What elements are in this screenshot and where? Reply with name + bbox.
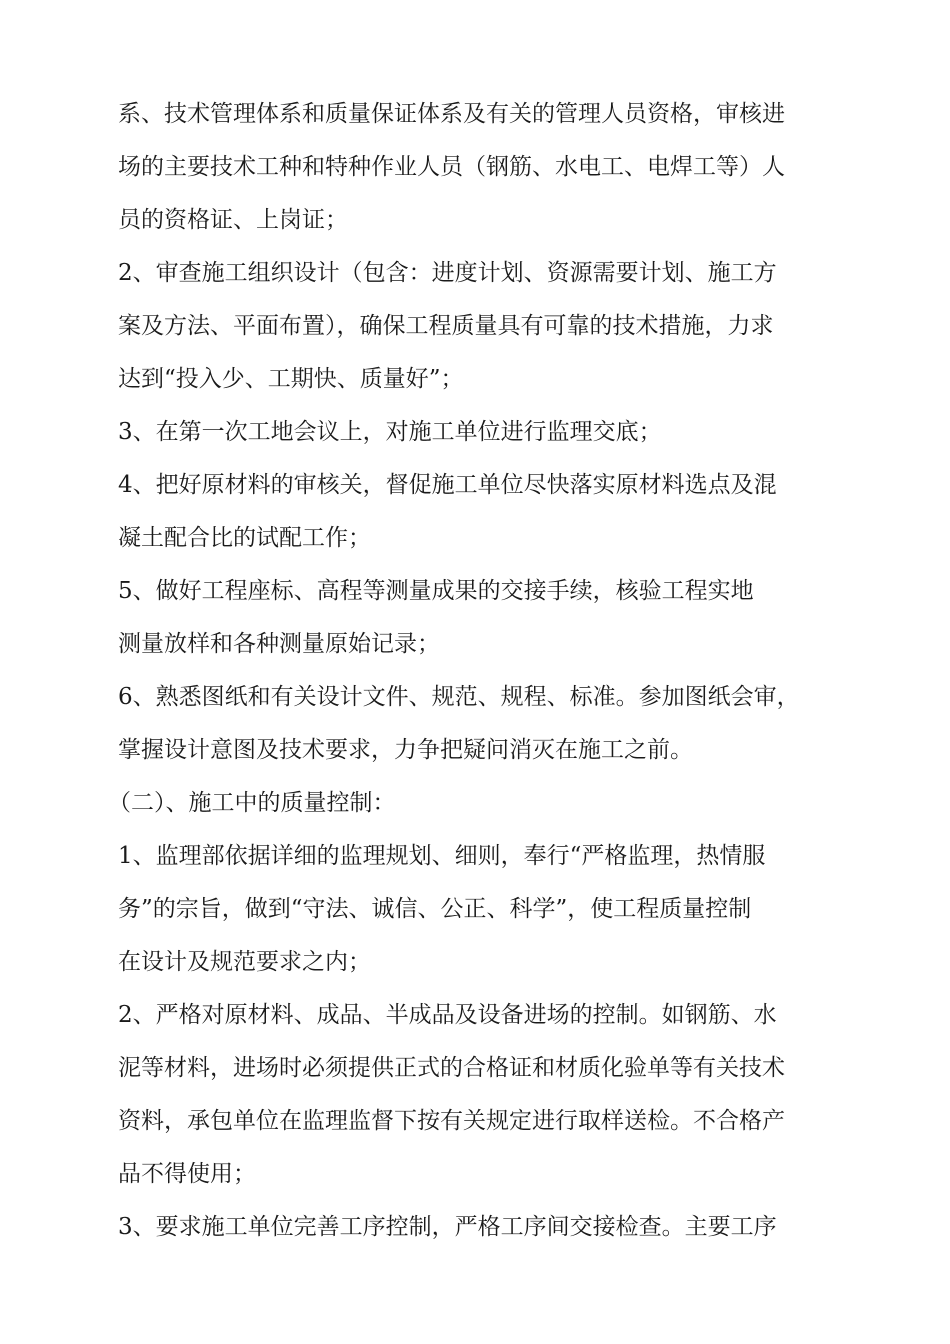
text-line: 案及方法、平面布置），确保工程质量具有可靠的技术措施，力求 [118, 313, 774, 339]
text-line: 6、熟悉图纸和有关设计文件、规范、规程、标准。参加图纸会审， [118, 684, 800, 710]
text-line: 务”的宗旨，做到“守法、诚信、公正、科学”，使工程质量控制 [118, 896, 752, 922]
document-body [108, 88, 838, 1254]
text-line: 系、技术管理体系和质量保证体系及有关的管理人员资格，审核进 [118, 101, 785, 127]
text-line: 测量放样和各种测量原始记录； [118, 631, 440, 657]
text-line: 泥等材料，进场时必须提供正式的合格证和材质化验单等有关技术 [118, 1055, 785, 1081]
text-line: 4、把好原材料的审核关，督促施工单位尽快落实原材料选点及混 [118, 472, 777, 498]
text-line: 2、严格对原材料、成品、半成品及设备进场的控制。如钢筋、水 [118, 1002, 777, 1028]
text-line: 场的主要技术工种和特种作业人员（钢筋、水电工、电焊工等）人 [118, 154, 785, 180]
text-line: 5、做好工程座标、高程等测量成果的交接手续，核验工程实地 [118, 578, 754, 604]
text-line: 员的资格证、上岗证； [118, 207, 348, 233]
text-line: 3、要求施工单位完善工序控制，严格工序间交接检查。主要工序 [118, 1214, 777, 1240]
text-line: 品不得使用； [118, 1161, 256, 1187]
text-line: 3、在第一次工地会议上，对施工单位进行监理交底； [118, 419, 662, 445]
text-line: 2、审查施工组织设计（包含：进度计划、资源需要计划、施工方 [118, 260, 777, 286]
section-heading: （二）、施工中的质量控制： [108, 790, 396, 816]
text-line: 在设计及规范要求之内； [118, 949, 371, 975]
text-line: 凝土配合比的试配工作； [118, 525, 371, 551]
text-line: 1、监理部依据详细的监理规划、细则，奉行“严格监理，热情服 [118, 843, 766, 869]
text-line: 资料，承包单位在监理监督下按有关规定进行取样送检。不合格产 [118, 1108, 785, 1134]
text-line: 达到“投入少、工期快、质量好”； [118, 366, 464, 392]
text-line: 掌握设计意图及技术要求，力争把疑问消灭在施工之前。 [118, 737, 693, 763]
